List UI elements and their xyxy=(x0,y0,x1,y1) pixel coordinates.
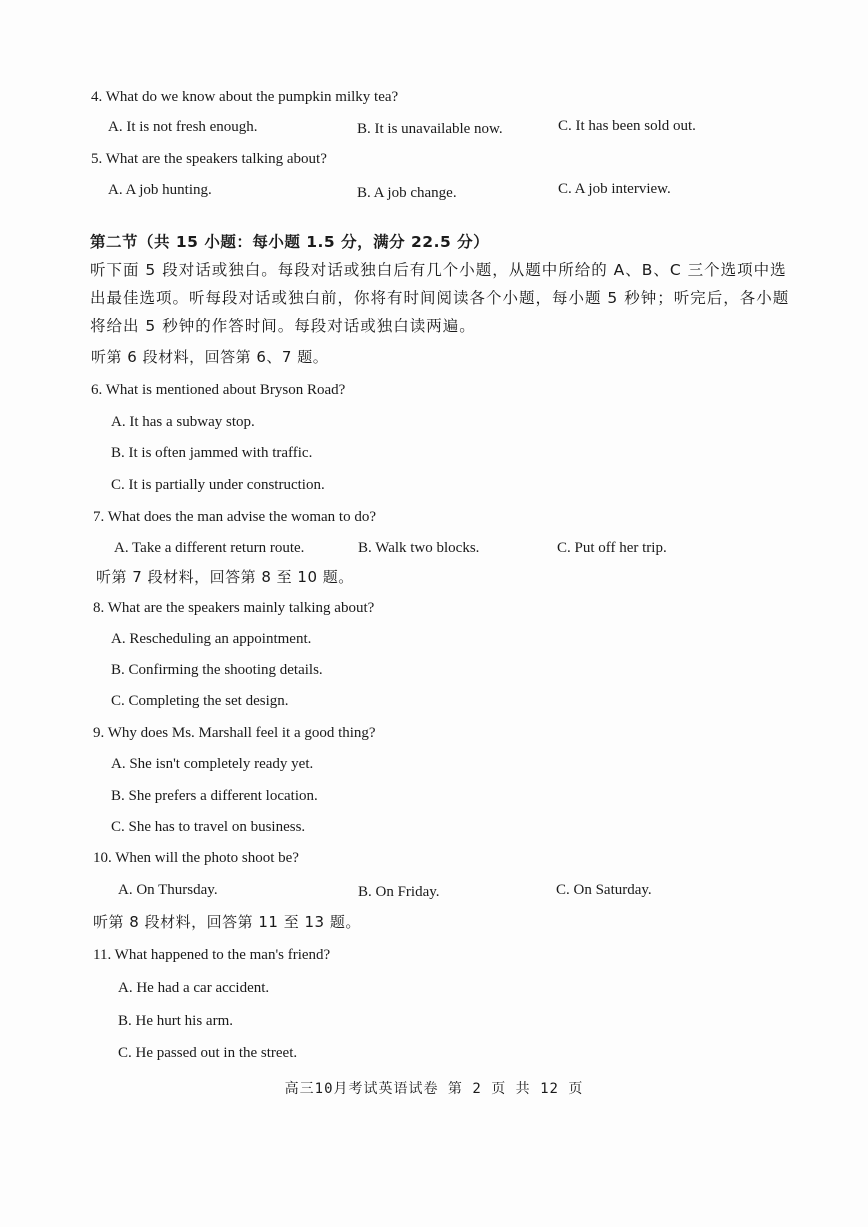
question-5-option-c: C. A job interview. xyxy=(558,181,671,197)
material-7-label: 听第 7 段材料，回答第 8 至 10 题。 xyxy=(96,568,354,586)
question-6-option-a: A. It has a subway stop. xyxy=(111,414,255,430)
question-5: 5. What are the speakers talking about? xyxy=(91,151,327,167)
question-10: 10. When will the photo shoot be? xyxy=(93,850,299,866)
question-7-option-c: C. Put off her trip. xyxy=(557,540,667,556)
material-6-label: 听第 6 段材料，回答第 6、7 题。 xyxy=(91,348,329,366)
question-6: 6. What is mentioned about Bryson Road? xyxy=(91,382,346,398)
question-6-option-b: B. It is often jammed with traffic. xyxy=(111,445,313,461)
question-7-option-a: A. Take a different return route. xyxy=(114,540,305,556)
section-heading: 第二节（共 15 小题：每小题 1.5 分，满分 22.5 分） xyxy=(90,233,490,251)
question-11-option-c: C. He passed out in the street. xyxy=(118,1045,298,1061)
question-4-option-b: B. It is unavailable now. xyxy=(357,121,503,137)
page-footer: 高三10月考试英语试卷 第 2 页 共 12 页 xyxy=(284,1081,584,1097)
section-instructions: 听下面 5 段对话或独白。每段对话或独白后有几个小题，从题中所给的 A、B、C 三个选项中选出最佳选项。听每段对话或独白前，你将有时间阅读各个小题，每小题 5 秒钟；听完后，各小题将给出 5 秒钟的作答时间。每段对话或独白读两遍。 xyxy=(90,261,790,335)
question-8-option-a: A. Rescheduling an appointment. xyxy=(111,631,312,647)
question-8: 8. What are the speakers mainly talking about? xyxy=(93,600,375,616)
question-10-option-b: B. On Friday. xyxy=(358,884,440,900)
question-4-option-a: A. It is not fresh enough. xyxy=(108,119,258,135)
question-4-option-c: C. It has been sold out. xyxy=(558,118,696,134)
question-7-option-b: B. Walk two blocks. xyxy=(358,540,480,556)
question-6-option-c: C. It is partially under construction. xyxy=(111,477,325,493)
question-4: 4. What do we know about the pumpkin milky tea? xyxy=(91,89,399,105)
question-9-option-a: A. She isn't completely ready yet. xyxy=(111,756,314,772)
question-9-option-b: B. She prefers a different location. xyxy=(111,788,318,804)
question-11-option-b: B. He hurt his arm. xyxy=(118,1013,233,1029)
question-8-option-b: B. Confirming the shooting details. xyxy=(111,662,323,678)
question-10-option-a: A. On Thursday. xyxy=(118,882,218,898)
question-10-option-c: C. On Saturday. xyxy=(556,882,652,898)
question-5-option-b: B. A job change. xyxy=(357,185,457,201)
question-5-option-a: A. A job hunting. xyxy=(108,182,212,198)
question-9-option-c: C. She has to travel on business. xyxy=(111,819,306,835)
question-9: 9. Why does Ms. Marshall feel it a good thing? xyxy=(93,725,376,741)
question-11-option-a: A. He had a car accident. xyxy=(118,980,270,996)
question-11: 11. What happened to the man's friend? xyxy=(93,947,331,963)
question-8-option-c: C. Completing the set design. xyxy=(111,693,289,709)
material-8-label: 听第 8 段材料，回答第 11 至 13 题。 xyxy=(93,913,361,931)
question-7: 7. What does the man advise the woman to do? xyxy=(93,509,376,525)
